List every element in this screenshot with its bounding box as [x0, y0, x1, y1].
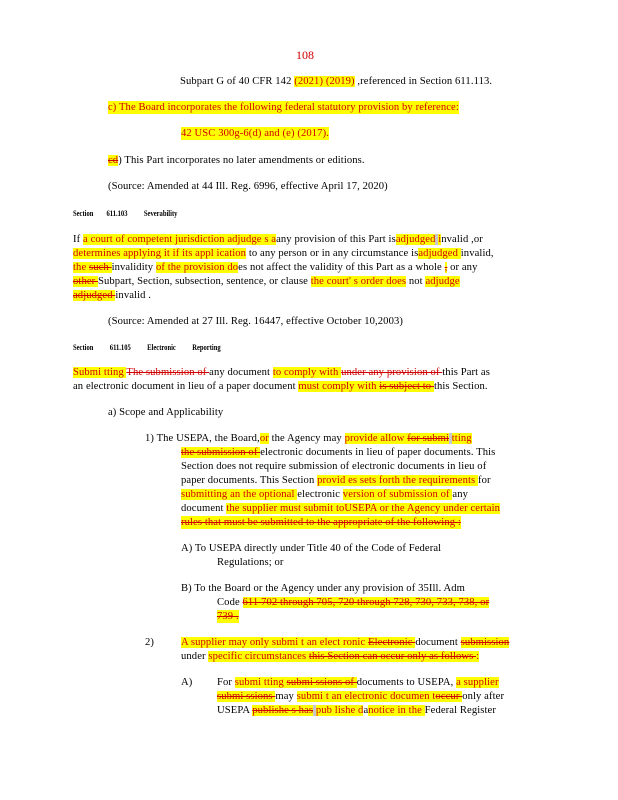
- paragraph-d-line: cd) This Part incorporates no later amendments or editions.: [108, 155, 365, 166]
- severability-line-4: other Subpart, Section, subsection, sentence, or clause the court' s order does not adjudge: [73, 276, 460, 287]
- item-B-line-3: 739 .: [217, 611, 239, 622]
- severability-line-2: determines applying it if its appl ication to any person or in any circumstance isadjudged invalid,: [73, 248, 494, 259]
- reporting-line-1: Submi tting The submission of any document to comply with under any provision of this Part as: [73, 367, 490, 378]
- item-2-line-2: under specific circumstances this Section can occur only as follows :: [181, 651, 480, 662]
- item-2-number: 2): [145, 637, 155, 648]
- item-2A-line-2: submi ssions may submi t an electronic documen toccur only after: [217, 691, 505, 702]
- item-1-line-5: submitting an the optional electronic version of submission of any: [181, 489, 469, 500]
- item-A-line-1: A) To USEPA directly under Title 40 of the Code of Federal: [181, 543, 442, 554]
- scope-heading: a) Scope and Applicability: [108, 407, 224, 418]
- item-B-line-2: Code 611 702 through 705, 720 through 728, 730, 733, 738, or: [217, 597, 490, 608]
- item-1-line-4: paper documents. This Section provid es sets forth the requirements for: [181, 475, 491, 486]
- item-2A-number: A): [181, 677, 193, 688]
- section-heading-611-103: Section 611.103 Severability: [73, 209, 178, 218]
- item-1-line-1: 1) The USEPA, the Board,or the Agency may provide allow for submi tting: [145, 433, 472, 444]
- severability-line-1: If a court of competent jurisdiction adjudge s aany provision of this Part isadjudged invalid ,or: [73, 234, 483, 245]
- paragraph-c-line: c) The Board incorporates the following federal statutory provision by reference:: [108, 102, 459, 113]
- item-A-line-2: Regulations; or: [217, 557, 284, 568]
- section-heading-611-105: Section 611.105 Electronic Reporting: [73, 343, 221, 352]
- page-number: 108: [296, 48, 314, 62]
- item-1-line-3: Section does not require submission of electronic documents in lieu of: [181, 461, 487, 472]
- item-1-line-7: rules that must be submitted to the appropriate of the following :: [181, 517, 461, 528]
- reporting-line-2: an electronic document in lieu of a paper document must comply with is subject to this Section.: [73, 381, 488, 392]
- item-B-line-1: B) To the Board or the Agency under any provision of 35Ill. Adm: [181, 583, 465, 594]
- source-note-2: (Source: Amended at 27 Ill. Reg. 16447, effective October 10,2003): [108, 316, 404, 327]
- severability-line-5: adjudged invalid .: [73, 290, 152, 301]
- item-1-line-2: the submission of electronic documents in lieu of paper documents. This: [181, 447, 496, 458]
- source-note-1: (Source: Amended at 44 Ill. Reg. 6996, effective April 17, 2020): [108, 181, 388, 192]
- item-1-line-6: document the supplier must submit toUSEPA or the Agency under certain: [181, 503, 501, 514]
- item-2-line-1: A supplier may only submi t an elect ronic Electronic document submission: [181, 637, 510, 648]
- usc-citation-line: 42 USC 300g-6(d) and (e) (2017).: [181, 128, 329, 139]
- severability-line-3: the such invalidity of the provision does not affect the validity of this Part as a whole , or any: [73, 262, 478, 273]
- subpart-line: Subpart G of 40 CFR 142 (2021) (2019) ,referenced in Section 611.113.: [180, 76, 493, 87]
- item-2A-line-1: For submi tting submi ssions of documents to USEPA, a supplier: [217, 677, 499, 688]
- item-2A-line-3: USEPA publishe s has pub lishe danotice in the Federal Register: [217, 705, 496, 716]
